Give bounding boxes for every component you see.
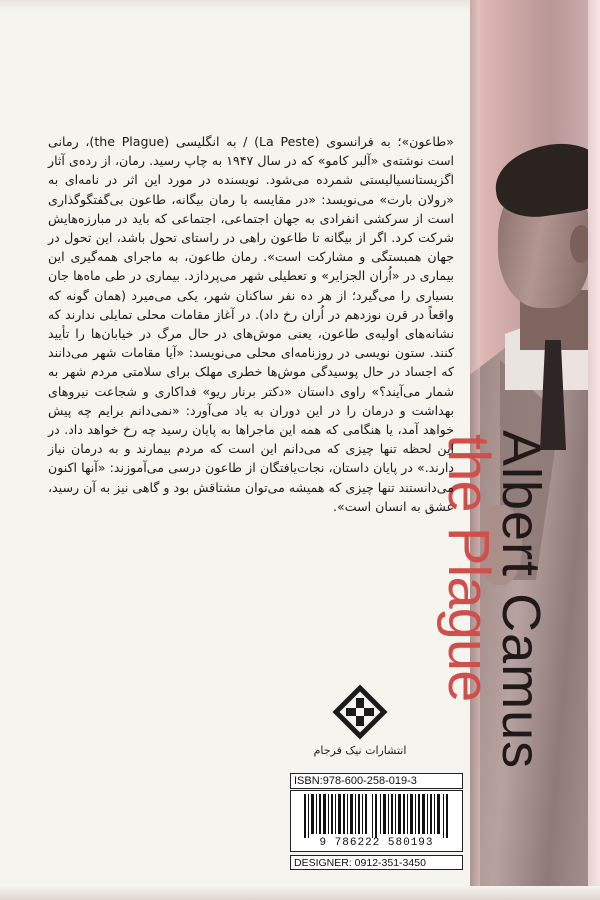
cover-bottom-edge xyxy=(0,886,600,900)
designer-credit: DESIGNER: 0912-351-3450 xyxy=(290,855,463,870)
barcode-bars xyxy=(302,794,452,838)
barcode-digits: 9 786222 580193 xyxy=(319,837,434,849)
synopsis-text: «طاعون»؛ به فرانسوی (La Peste) / به انگلیسی (the Plague)، رمانی است نوشته‌ی «آلبر کامو» که در سال ۱۹۴۷ به چاپ رسید. رمان، از رده‌ی آثار اگزیستانسیالیستی شمرده می‌شود. نویسنده در مورد این اثر در نامه‌ای به «رولان بارت» می‌نویسد: «در مقایسه با رمان بیگانه، طاعون بی‌گفتگوگذاری است از سرکشی انفرادی به جهان اجتماعی، اجتماعی که باید در مبارزه‌هایش شرکت کرد. اگر از بیگانه تا طاعون راهی در راستای تحول باشد، این تحول در جهان همبستگی و مشارکت است». رمان طاعون، به ماجرای همه‌گیری این بیماری در «اُران الجزایر» و تعطیلی شهر می‌پردازد. بیماری در طی ماه‌ها جان بسیاری را می‌گیرد؛ از هر ده نفر ساکنان شهر، یکی می‌میرد (همان گونه که واقعاً در قرن نوزدهم در اُران رخ داد). در آغاز مقامات محلی تمایلی ندارند که نشانه‌های اولیه‌ی طاعون، یعنی موش‌های در حال مرگ در خیابان‌ها را تأیید کنند. ستون نویسی در روزنامه‌ای محلی می‌نویسد: «آیا مقامات شهر می‌دانند که اجساد در حال پوسیدگی موش‌ها خطری مهلک برای سلامتی مردم شهر به شمار می‌آیند؟» راوی داستان «دکتر برنار ریو» فداکاری و شجاعت نیروهای بهداشت و درمان را در این دوران به یاد می‌آورد: «نمی‌دانم برایم چه پیش خواهد آمد، یا هنگامی که همه این ماجراها به پایان رسید چه رخ خواهد داد. در این لحظه تنها چیزی که می‌دانم این است که مردم بیمارند و به درمان نیاز دارند.» در پایان داستان، نجات‌یافتگان از طاعون درسی می‌آموزند: «آنها اکنون می‌دانستند تنها چیزی که همیشه می‌توان مشتاقش بود و گاهی نیز به آن رسید، عشق به انسان است». xyxy=(48,134,454,514)
publisher-logo-icon xyxy=(332,684,388,740)
author-name-vertical: Albert Camus xyxy=(491,430,551,770)
isbn-label: ISBN:978-600-258-019-3 xyxy=(290,773,463,789)
strip-right-edge xyxy=(588,0,600,900)
publisher-name: انتشارات نیک فرجام xyxy=(313,744,407,757)
book-title-vertical: the Plague xyxy=(436,434,501,702)
